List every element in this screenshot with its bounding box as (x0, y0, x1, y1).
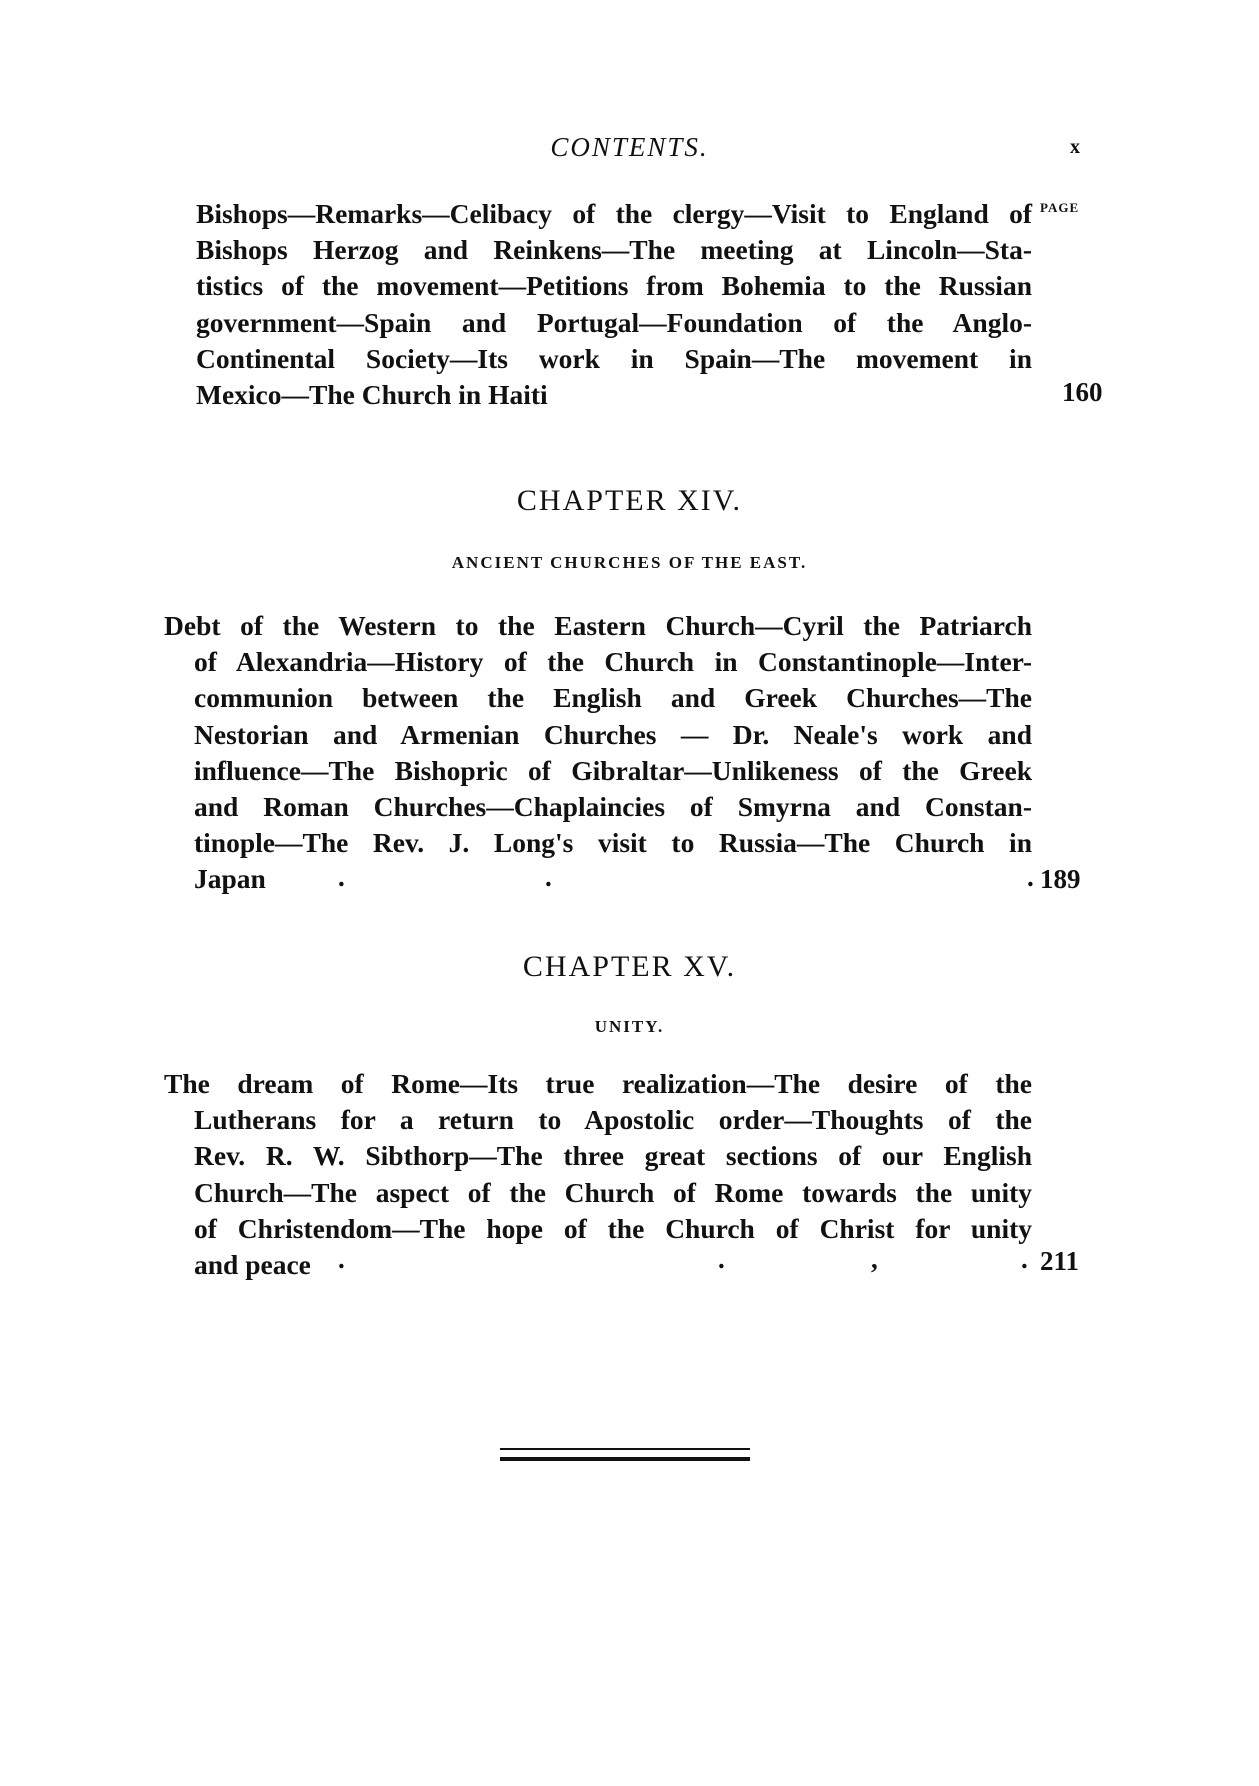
chapter-heading: CHAPTER XV. (522, 950, 737, 983)
dot-leader: , (871, 1244, 878, 1274)
toc-line: tinople—The Rev. J. Long's visit to Russia—The Church in (194, 827, 1032, 859)
toc-line: The dream of Rome—Its true realization—The desire of the (164, 1068, 1032, 1099)
page-column-label: PAGE (1040, 200, 1080, 215)
toc-line: Debt of the Western to the Eastern Church—Cyril the Patriarch (164, 610, 1032, 641)
dot-leader: . (545, 862, 552, 892)
chapter-subtitle: UNITY. (594, 1017, 665, 1036)
toc-line: Continental Society—Its work in Spain—The movement in (196, 342, 1032, 374)
toc-line: tistics of the movement—Petitions from Bohemia to the Russian (196, 270, 1032, 302)
dot-leader: . (718, 1244, 725, 1274)
toc-line: of Alexandria—History of the Church in Constantinople—Inter- (194, 646, 1032, 678)
toc-line: Rev. R. W. Sibthorp—The three great sections of our English (194, 1140, 1032, 1172)
toc-line: influence—The Bishopric of Gibraltar—Unlikeness of the Greek (194, 754, 1032, 786)
toc-entry-chapter-xiv (164, 608, 1032, 898)
toc-page-number: 189 (1040, 864, 1081, 894)
toc-line: Nestorian and Armenian Churches — Dr. Neale's work and (194, 718, 1032, 750)
toc-line: and peace (194, 1249, 311, 1281)
toc-line: Mexico—The Church in Haiti (196, 379, 548, 411)
toc-line: government—Spain and Portugal—Foundation of the Anglo- (196, 306, 1032, 338)
toc-line: and Roman Churches—Chaplaincies of Smyrna and Constan- (194, 791, 1032, 823)
dot-leader: . (338, 1244, 345, 1274)
toc-entry-continued (164, 196, 1032, 413)
closing-rule-thin (500, 1448, 750, 1450)
toc-line: Bishops Herzog and Reinkens—The meeting at Lincoln—Sta- (196, 234, 1032, 266)
toc-page-number: 160 (1062, 377, 1103, 407)
folio-number: x (1070, 136, 1080, 158)
closing-rule-thick (500, 1457, 750, 1461)
toc-line: Church—The aspect of the Church of Rome towards the unity (194, 1176, 1032, 1208)
toc-line: communion between the English and Greek Churches—The (194, 682, 1032, 714)
running-title: CONTENTS. (550, 132, 709, 162)
toc-page-number: 211 (1040, 1246, 1080, 1276)
chapter-heading: CHAPTER XIV. (516, 484, 743, 517)
dot-leader: . (1027, 862, 1034, 892)
toc-line: Lutherans for a return to Apostolic order—Thoughts of the (194, 1104, 1032, 1136)
toc-entry-chapter-xv (164, 1066, 1032, 1283)
dot-leader: . (1021, 1244, 1028, 1274)
toc-line: Bishops—Remarks—Celibacy of the clergy—Visit to England of (196, 198, 1032, 229)
dot-leader: . (338, 862, 345, 892)
chapter-subtitle: ANCIENT CHURCHES OF THE EAST. (451, 553, 808, 572)
toc-line: of Christendom—The hope of the Church of Christ for unity (194, 1212, 1032, 1244)
toc-line: Japan (194, 863, 266, 895)
